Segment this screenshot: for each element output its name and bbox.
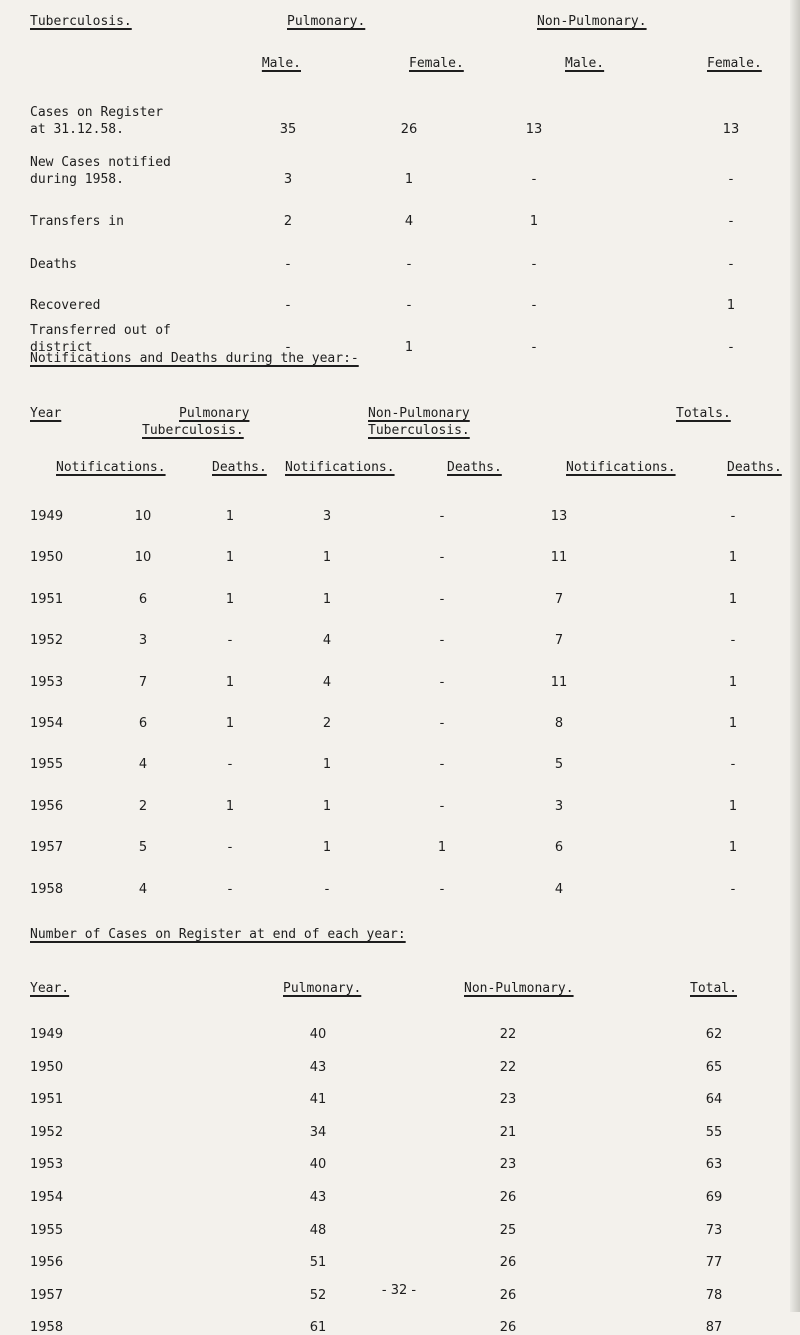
cell-value: -	[730, 509, 736, 524]
cell-value: 1	[728, 716, 738, 731]
year-cell: 1955	[30, 1222, 64, 1238]
year-cell: 1952	[30, 633, 64, 649]
column-header-pulmonary-male: Male.	[261, 56, 301, 71]
cell-value: 6	[138, 716, 148, 731]
pulmonary-header: Pulmonary.	[287, 14, 366, 29]
cell-value: 87	[705, 1320, 723, 1335]
pulmonary-header: Pulmonary.	[283, 981, 362, 996]
cell-value: 43	[309, 1059, 327, 1075]
cell-value: 25	[499, 1222, 517, 1238]
cell-value: 10	[134, 550, 152, 566]
cell-value: 64	[705, 1092, 723, 1108]
cell-value: -	[324, 881, 330, 897]
year-cell: 1953	[30, 674, 64, 690]
cell-value: 34	[309, 1124, 327, 1140]
cell-value: 26	[499, 1255, 517, 1271]
year-header: Year.	[30, 981, 70, 996]
cell-value: 8	[554, 716, 564, 731]
non-pulmonary-header: Non-Pulmonary.	[537, 14, 647, 29]
cell-value: 1	[322, 798, 332, 814]
totals-header: Totals.	[676, 406, 731, 421]
cell-value: 35	[279, 122, 297, 137]
cell-value: -	[439, 674, 445, 690]
cell-value: 1	[726, 298, 736, 313]
cell-value: 1	[225, 509, 235, 524]
year-cell: 1958	[30, 881, 64, 897]
cell-value: 77	[705, 1255, 723, 1271]
cell-value: 4	[404, 214, 414, 229]
cell-value: -	[439, 550, 445, 566]
cell-value: 1	[437, 840, 447, 856]
cell-value: 63	[705, 1157, 723, 1173]
cell-value: -	[227, 757, 233, 773]
cell-value: 1	[322, 840, 332, 856]
cell-value: -	[227, 633, 233, 649]
year-cell: 1957	[30, 840, 64, 856]
cell-value: -	[439, 798, 445, 814]
cell-value: -	[730, 757, 736, 773]
section-title-notifications: Notifications and Deaths during the year:-	[30, 351, 359, 366]
row-label: during 1958.	[30, 172, 124, 187]
cell-value: -	[439, 881, 445, 897]
sub-header-pulmonary-notifications: Notifications.	[56, 460, 166, 475]
cell-value: 1	[529, 214, 539, 229]
cell-value: 2	[138, 798, 148, 814]
cell-value: 13	[550, 509, 568, 524]
year-cell: 1955	[30, 757, 64, 773]
cell-value: 26	[499, 1190, 517, 1205]
sub-header-pulmonary-deaths: Deaths.	[212, 460, 267, 475]
cell-value: 5	[138, 840, 148, 856]
row-label: Transfers in	[30, 214, 124, 229]
year-cell: 1956	[30, 1255, 64, 1271]
cell-value: 11	[550, 674, 568, 690]
cell-value: -	[531, 172, 537, 187]
cell-value: -	[728, 257, 734, 272]
cell-value: 2	[283, 214, 293, 229]
row-label-line1: Cases on Register	[30, 105, 164, 120]
cell-value: -	[439, 716, 445, 731]
cell-value: 61	[309, 1320, 327, 1335]
cell-value: 22	[499, 1059, 517, 1075]
non-pulmonary-header: Non-Pulmonary.	[464, 981, 574, 996]
cell-value: 10	[134, 509, 152, 524]
cell-value: 52	[309, 1287, 327, 1303]
cell-value: 13	[525, 122, 543, 137]
year-cell: 1958	[30, 1320, 64, 1335]
cell-value: 40	[309, 1157, 327, 1173]
year-cell: 1950	[30, 1059, 64, 1075]
year-cell: 1956	[30, 798, 64, 814]
cell-value: 1	[728, 798, 738, 814]
cell-value: 43	[309, 1190, 327, 1205]
cell-value: -	[439, 591, 445, 607]
cell-value: 3	[554, 798, 564, 814]
column-header-non-pulmonary-female: Female.	[707, 56, 762, 71]
cell-value: 3	[322, 509, 332, 524]
cell-value: 7	[554, 633, 564, 649]
non-pulmonary-header: Non-Pulmonary	[368, 406, 470, 421]
cell-value: 40	[309, 1027, 327, 1042]
year-header: Year	[30, 406, 62, 421]
sub-header-total-notifications: Notifications.	[566, 460, 676, 475]
column-header-pulmonary-female: Female.	[409, 56, 464, 71]
year-cell: 1954	[30, 716, 64, 731]
cell-value: -	[728, 214, 734, 229]
cell-value: 23	[499, 1092, 517, 1108]
cell-value: 1	[225, 591, 235, 607]
cell-value: -	[285, 298, 291, 313]
year-cell: 1953	[30, 1157, 64, 1173]
cell-value: -	[531, 340, 537, 355]
row-label-line1: Transferred out of	[30, 323, 171, 338]
total-header: Total.	[690, 981, 737, 996]
cell-value: 62	[705, 1027, 723, 1042]
cell-value: -	[285, 257, 291, 272]
cell-value: 78	[705, 1287, 723, 1303]
section-title-tuberculosis: Tuberculosis.	[30, 14, 132, 29]
cell-value: -	[285, 340, 291, 355]
cell-value: -	[406, 257, 412, 272]
non-pulmonary-subheader: Tuberculosis.	[368, 423, 470, 438]
cell-value: 5	[554, 757, 564, 773]
cell-value: 4	[138, 757, 148, 773]
page-number: - 32 -	[381, 1283, 417, 1298]
cell-value: 1	[728, 550, 738, 566]
cell-value: 6	[138, 591, 148, 607]
year-cell: 1949	[30, 509, 64, 524]
cell-value: -	[728, 340, 734, 355]
pulmonary-subheader: Tuberculosis.	[142, 423, 244, 438]
cell-value: -	[531, 298, 537, 313]
cell-value: -	[730, 881, 736, 897]
cell-value: -	[439, 757, 445, 773]
row-label-line1: New Cases notified	[30, 155, 171, 170]
row-label: at 31.12.58.	[30, 122, 124, 137]
cell-value: 2	[322, 716, 332, 731]
cell-value: 1	[225, 716, 235, 731]
cell-value: 65	[705, 1059, 723, 1075]
cell-value: 4	[322, 633, 332, 649]
cell-value: 4	[554, 881, 564, 897]
cell-value: 48	[309, 1222, 327, 1238]
cell-value: -	[406, 298, 412, 313]
year-cell: 1951	[30, 1092, 64, 1108]
cell-value: 6	[554, 840, 564, 856]
cell-value: 1	[225, 674, 235, 690]
cell-value: 1	[322, 591, 332, 607]
cell-value: -	[227, 840, 233, 856]
sub-header-non-pulmonary-notifications: Notifications.	[285, 460, 395, 475]
cell-value: -	[439, 633, 445, 649]
cell-value: -	[227, 881, 233, 897]
cell-value: 7	[138, 674, 148, 690]
cell-value: 41	[309, 1092, 327, 1108]
sub-header-non-pulmonary-deaths: Deaths.	[447, 460, 502, 475]
page-edge	[790, 0, 800, 1312]
cell-value: 26	[499, 1320, 517, 1335]
section-title-register: Number of Cases on Register at end of each year:	[30, 927, 406, 942]
cell-value: -	[531, 257, 537, 272]
cell-value: 3	[138, 633, 148, 649]
cell-value: 1	[322, 550, 332, 566]
year-cell: 1957	[30, 1287, 64, 1303]
year-cell: 1952	[30, 1124, 64, 1140]
cell-value: 1	[404, 172, 414, 187]
year-cell: 1950	[30, 550, 64, 566]
cell-value: -	[730, 633, 736, 649]
cell-value: 21	[499, 1124, 517, 1140]
cell-value: 1	[728, 591, 738, 607]
cell-value: 55	[705, 1124, 723, 1140]
sub-header-total-deaths: Deaths.	[727, 460, 782, 475]
cell-value: 11	[550, 550, 568, 566]
cell-value: 3	[283, 172, 293, 187]
cell-value: 73	[705, 1222, 723, 1238]
cell-value: 26	[499, 1287, 517, 1303]
cell-value: 1	[728, 840, 738, 856]
cell-value: 7	[554, 591, 564, 607]
cell-value: 4	[322, 674, 332, 690]
year-cell: 1954	[30, 1190, 64, 1205]
column-header-non-pulmonary-male: Male.	[565, 56, 605, 71]
cell-value: 1	[225, 798, 235, 814]
year-cell: 1949	[30, 1027, 64, 1042]
cell-value: -	[439, 509, 445, 524]
cell-value: 13	[722, 122, 740, 137]
cell-value: 26	[400, 122, 418, 137]
row-label: Recovered	[30, 298, 101, 313]
year-cell: 1951	[30, 591, 64, 607]
row-label: district	[30, 340, 93, 355]
pulmonary-header: Pulmonary	[179, 406, 250, 421]
cell-value: 51	[309, 1255, 327, 1271]
cell-value: 1	[225, 550, 235, 566]
cell-value: 69	[705, 1190, 723, 1205]
row-label: Deaths	[30, 257, 77, 272]
cell-value: 1	[404, 340, 414, 355]
cell-value: 23	[499, 1157, 517, 1173]
cell-value: 22	[499, 1027, 517, 1042]
cell-value: 1	[322, 757, 332, 773]
cell-value: 4	[138, 881, 148, 897]
cell-value: 1	[728, 674, 738, 690]
cell-value: -	[728, 172, 734, 187]
